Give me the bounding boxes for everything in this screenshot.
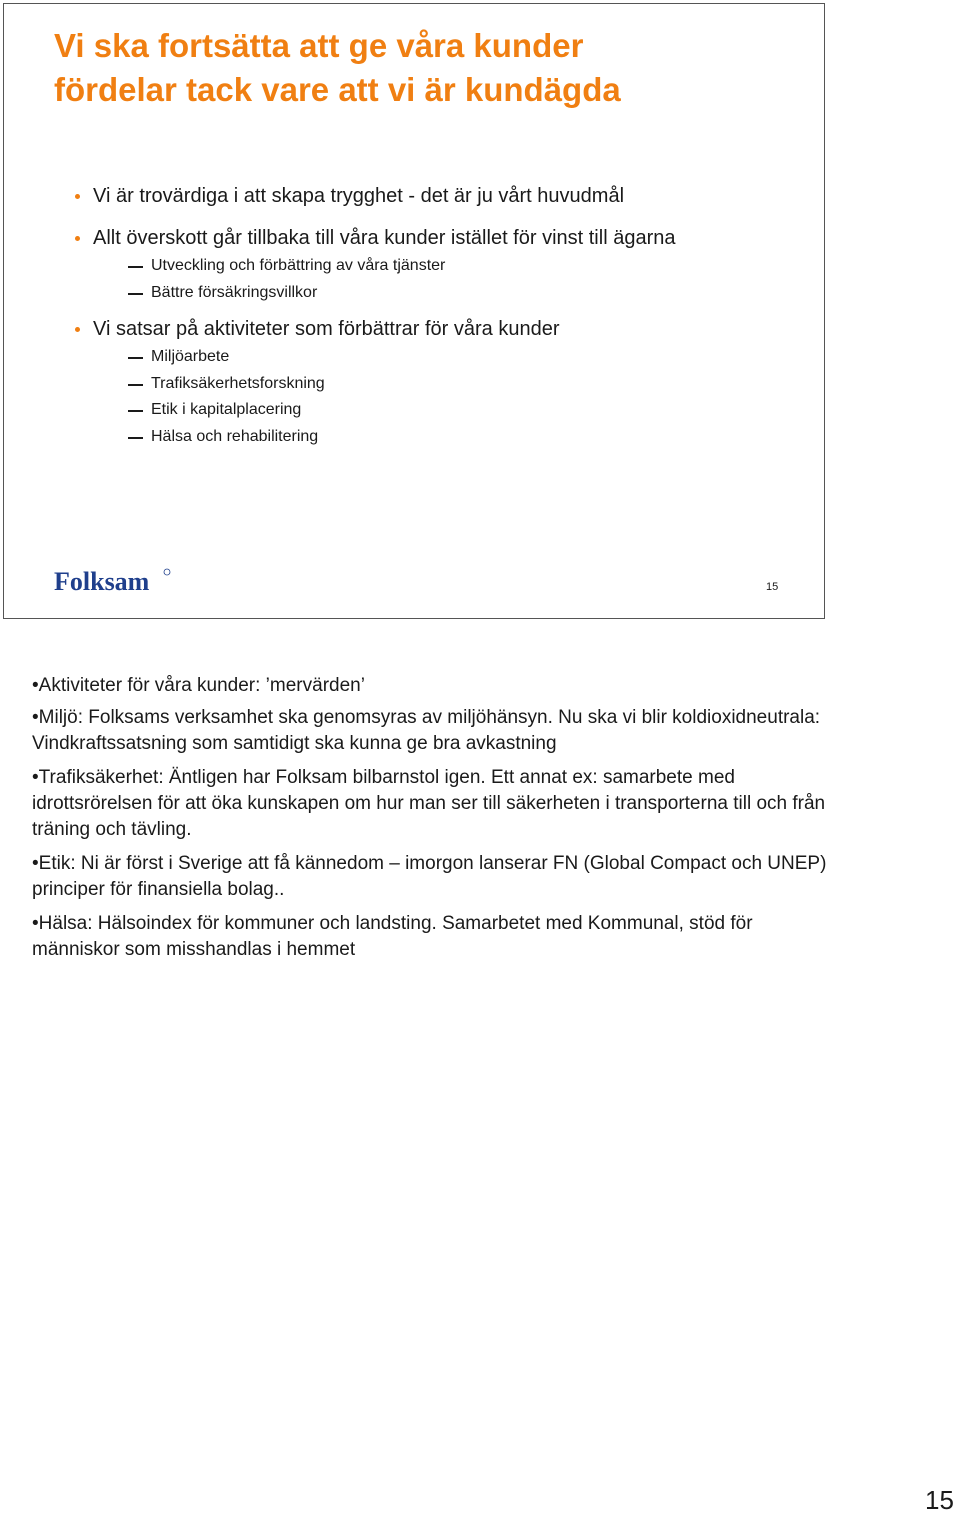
sub-bullet-text: Hälsa och rehabilitering [151,428,319,445]
notes-paragraph: •Aktiviteter för våra kunder: ’mervärden’ [32,675,365,696]
bullet-dot-icon [75,194,80,199]
sub-bullet-item [128,256,445,276]
slide-title-line-2: fördelar tack vare att vi är kundägda [54,71,621,108]
sub-bullet-text: Bättre försäkringsvillkor [151,284,318,301]
dash-icon [128,293,143,295]
dash-icon [128,410,143,412]
bullet-text: Vi är trovärdiga i att skapa trygghet - det är ju vårt huvudmål [93,185,625,207]
sub-bullet-text: Miljöarbete [151,348,230,365]
notes-paragraph: •Etik: Ni är först i Sverige att få kännedom – imorgon lanserar FN (Global Compact och UNEP) principer för finansiella bolag.. [32,853,827,900]
sub-bullet-item [128,347,229,367]
page-number: 15 [925,1485,954,1515]
sub-bullet-text: Etik i kapitalplacering [151,401,302,418]
slide-bullet-list [4,4,824,618]
sub-bullet-item [128,400,301,420]
sub-bullet-text: Utveckling och förbättring av våra tjänster [151,257,446,274]
dash-icon [128,266,143,268]
sub-bullet-item [128,374,325,394]
sub-bullet-text: Trafiksäkerhetsforskning [151,375,325,392]
bullet-text: Allt överskott går tillbaka till våra kunder istället för vinst till ägarna [93,227,676,249]
notes-paragraph: •Hälsa: Hälsoindex för kommuner och landsting. Samarbetet med Kommunal, stöd för människor som misshandlas i hemmet [32,913,753,960]
slide-number: 15 [766,581,779,593]
notes-paragraph: •Miljö: Folksams verksamhet ska genomsyras av miljöhänsyn. Nu ska vi blir koldioxidneutrala: Vindkraftssatsning som samtidigt ska kunna ge bra avkastning [32,707,821,754]
dash-icon [128,437,143,439]
bullet-item [75,184,624,208]
bullet-text: Vi satsar på aktiviteter som förbättrar för våra kunder [93,318,560,340]
bullet-item [75,226,675,250]
dash-icon [128,384,143,386]
notes-paragraph: •Trafiksäkerhet: Äntligen har Folksam bilbarnstol igen. Ett annat ex: samarbete med idrottsrörelsen för att öka kunskapen om hur man ser till säkerheten i transporterna till och från träning och tävling. [32,767,826,840]
speaker-notes [32,673,832,971]
bullet-dot-icon [75,236,80,241]
slide [3,3,825,619]
slide-title-line-1: Vi ska fortsätta att ge våra kunder [54,27,584,64]
sub-bullet-item [128,427,318,447]
folksam-logo-text: Folksam [54,567,150,596]
sub-bullet-item [128,283,317,303]
bullet-dot-icon [75,327,80,332]
folksam-logo [54,566,176,596]
dash-icon [128,357,143,359]
bullet-item [75,317,560,341]
